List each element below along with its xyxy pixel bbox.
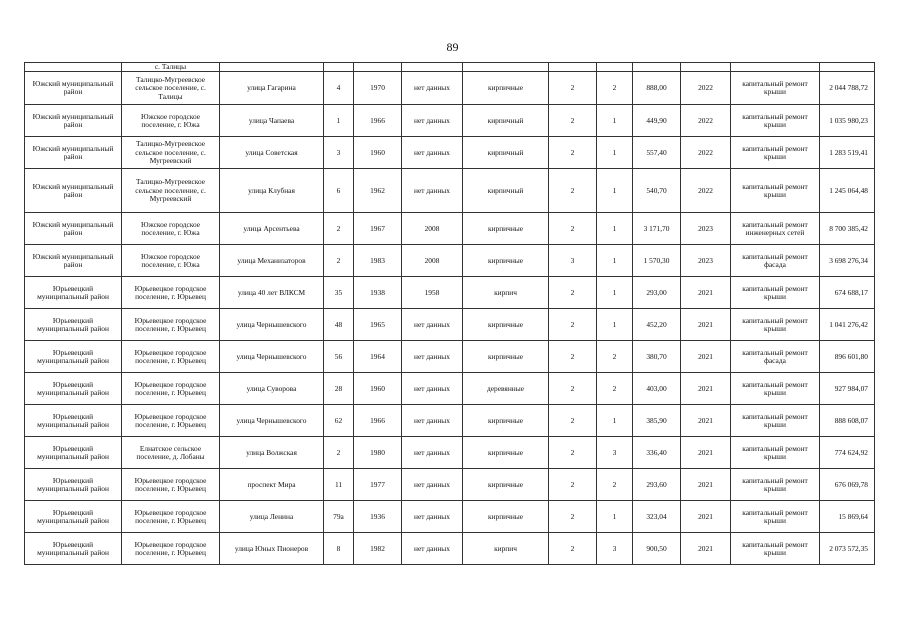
work-type-cell: капитальный ремонт крыши <box>731 72 820 105</box>
plan-year-cell: 2022 <box>681 72 731 105</box>
cost-cell: 774 624,92 <box>820 437 875 469</box>
district-cell: Юрьевецкий муниципальный район <box>25 309 122 341</box>
house-number-cell: 35 <box>324 277 354 309</box>
house-number-cell: 48 <box>324 309 354 341</box>
work-type-cell: капитальный ремонт крыши <box>731 169 820 213</box>
house-number-cell: 3 <box>324 137 354 169</box>
year-built-cell: 1966 <box>354 105 402 137</box>
cost-cell: 1 245 064,48 <box>820 169 875 213</box>
year-built-cell: 1962 <box>354 169 402 213</box>
entrances-cell: 2 <box>597 72 633 105</box>
table-row <box>25 501 875 533</box>
area-cell: 900,50 <box>633 533 681 565</box>
district-cell: Юрьевецкий муниципальный район <box>25 373 122 405</box>
plan-year-cell: 2021 <box>681 405 731 437</box>
entrances-cell: 1 <box>597 501 633 533</box>
cost-cell: 1 041 276,42 <box>820 309 875 341</box>
plan-year-cell: 2023 <box>681 245 731 277</box>
floors-cell: 2 <box>549 137 597 169</box>
year-built-cell: 1965 <box>354 309 402 341</box>
last-repair-cell: нет данных <box>402 373 463 405</box>
floors-cell: 2 <box>549 501 597 533</box>
year-built-cell: 1970 <box>354 72 402 105</box>
work-type-cell: капитальный ремонт крыши <box>731 105 820 137</box>
settlement-cell: Юрьевецкое городское поселение, г. Юрьевец <box>122 405 220 437</box>
cost-cell: 2 073 572,35 <box>820 533 875 565</box>
last-repair-cell: нет данных <box>402 169 463 213</box>
street-cell: улица Клубная <box>220 169 324 213</box>
area-cell: 3 171,70 <box>633 213 681 245</box>
work-type-cell: капитальный ремонт крыши <box>731 437 820 469</box>
entrances-cell: 2 <box>597 341 633 373</box>
district-cell: Южский муниципальный район <box>25 137 122 169</box>
last-repair-cell: нет данных <box>402 501 463 533</box>
plan-year-cell: 2021 <box>681 533 731 565</box>
work-type-cell: капитальный ремонт инженерных сетей <box>731 213 820 245</box>
area-cell: 540,70 <box>633 169 681 213</box>
cost-cell: 927 984,07 <box>820 373 875 405</box>
settlement-cell: с. Талицы <box>122 63 220 72</box>
area-cell: 557,40 <box>633 137 681 169</box>
settlement-cell: Юрьевецкое городское поселение, г. Юрьевец <box>122 469 220 501</box>
wall-material-cell: кирпичные <box>463 341 549 373</box>
floors-cell: 2 <box>549 72 597 105</box>
plan-year-cell: 2021 <box>681 501 731 533</box>
settlement-cell: Юрьевецкое городское поселение, г. Юрьевец <box>122 309 220 341</box>
entrances-cell: 2 <box>597 373 633 405</box>
entrances-cell: 1 <box>597 245 633 277</box>
year-built-cell: 1977 <box>354 469 402 501</box>
house-number-cell: 1 <box>324 105 354 137</box>
district-cell: Юрьевецкий муниципальный район <box>25 469 122 501</box>
last-repair-cell: нет данных <box>402 137 463 169</box>
floors-cell: 2 <box>549 277 597 309</box>
work-type-cell: капитальный ремонт крыши <box>731 277 820 309</box>
housing-repair-table <box>24 62 875 565</box>
floors-cell: 2 <box>549 405 597 437</box>
wall-material-cell: кирпич <box>463 277 549 309</box>
entrances-cell: 2 <box>597 469 633 501</box>
last-repair-cell: нет данных <box>402 105 463 137</box>
wall-material-cell: кирпичные <box>463 213 549 245</box>
work-type-cell: капитальный ремонт крыши <box>731 469 820 501</box>
entrances-cell: 1 <box>597 137 633 169</box>
street-cell: улица Суворова <box>220 373 324 405</box>
area-cell: 385,90 <box>633 405 681 437</box>
year-built-cell: 1980 <box>354 437 402 469</box>
district-cell: Южский муниципальный район <box>25 72 122 105</box>
house-number-cell: 2 <box>324 245 354 277</box>
cost-cell: 15 869,64 <box>820 501 875 533</box>
wall-material-cell: кирпичные <box>463 469 549 501</box>
district-cell: Юрьевецкий муниципальный район <box>25 437 122 469</box>
street-cell: улица Механизаторов <box>220 245 324 277</box>
last-repair-cell: нет данных <box>402 341 463 373</box>
area-cell: 888,00 <box>633 72 681 105</box>
area-cell: 336,40 <box>633 437 681 469</box>
cost-cell: 3 698 276,34 <box>820 245 875 277</box>
entrances-cell: 1 <box>597 105 633 137</box>
district-cell: Юрьевецкий муниципальный район <box>25 501 122 533</box>
house-number-cell: 4 <box>324 72 354 105</box>
house-number-cell: 2 <box>324 437 354 469</box>
settlement-cell: Юрьевецкое городское поселение, г. Юрьевец <box>122 341 220 373</box>
work-type-cell: капитальный ремонт крыши <box>731 137 820 169</box>
floors-cell: 2 <box>549 105 597 137</box>
district-cell: Южский муниципальный район <box>25 105 122 137</box>
street-cell: улица Чернышевского <box>220 405 324 437</box>
settlement-cell: Талицко-Мугреевское сельское поселение, с. Мугреевский <box>122 137 220 169</box>
plan-year-cell: 2022 <box>681 105 731 137</box>
street-cell: улица Ленина <box>220 501 324 533</box>
wall-material-cell: кирпичные <box>463 72 549 105</box>
area-cell: 323,04 <box>633 501 681 533</box>
street-cell: проспект Мира <box>220 469 324 501</box>
wall-material-cell: кирпичные <box>463 309 549 341</box>
plan-year-cell: 2021 <box>681 469 731 501</box>
work-type-cell: капитальный ремонт крыши <box>731 501 820 533</box>
cost-cell: 674 688,17 <box>820 277 875 309</box>
street-cell: улица 40 лет ВЛКСМ <box>220 277 324 309</box>
plan-year-cell: 2022 <box>681 137 731 169</box>
district-cell: Юрьевецкий муниципальный район <box>25 277 122 309</box>
district-cell: Южский муниципальный район <box>25 213 122 245</box>
floors-cell: 2 <box>549 469 597 501</box>
entrances-cell: 1 <box>597 309 633 341</box>
wall-material-cell: кирпичный <box>463 105 549 137</box>
wall-material-cell: кирпичные <box>463 501 549 533</box>
street-cell: улица Юных Пионеров <box>220 533 324 565</box>
house-number-cell: 2 <box>324 213 354 245</box>
entrances-cell: 1 <box>597 169 633 213</box>
settlement-cell: Талицко-Мугреевское сельское поселение, с. Талицы <box>122 72 220 105</box>
year-built-cell: 1936 <box>354 501 402 533</box>
cost-cell: 8 700 385,42 <box>820 213 875 245</box>
wall-material-cell: деревянные <box>463 373 549 405</box>
house-number-cell: 8 <box>324 533 354 565</box>
entrances-cell: 1 <box>597 277 633 309</box>
plan-year-cell: 2021 <box>681 277 731 309</box>
wall-material-cell: кирпичные <box>463 437 549 469</box>
work-type-cell: капитальный ремонт крыши <box>731 309 820 341</box>
year-built-cell: 1960 <box>354 137 402 169</box>
table-row <box>25 277 875 309</box>
area-cell: 293,60 <box>633 469 681 501</box>
wall-material-cell: кирпичные <box>463 245 549 277</box>
street-cell: улица Чернышевского <box>220 341 324 373</box>
street-cell: улица Чапаева <box>220 105 324 137</box>
district-cell: Южский муниципальный район <box>25 169 122 213</box>
settlement-cell: Елнатское сельское поселение, д. Лобаны <box>122 437 220 469</box>
district-cell: Юрьевецкий муниципальный район <box>25 533 122 565</box>
entrances-cell: 1 <box>597 213 633 245</box>
floors-cell: 2 <box>549 169 597 213</box>
wall-material-cell: кирпичный <box>463 137 549 169</box>
wall-material-cell: кирпичный <box>463 169 549 213</box>
table-row <box>25 405 875 437</box>
work-type-cell: капитальный ремонт фасада <box>731 245 820 277</box>
plan-year-cell: 2023 <box>681 213 731 245</box>
last-repair-cell: нет данных <box>402 72 463 105</box>
cost-cell: 1 283 519,41 <box>820 137 875 169</box>
house-number-cell: 56 <box>324 341 354 373</box>
house-number-cell: 62 <box>324 405 354 437</box>
plan-year-cell: 2021 <box>681 373 731 405</box>
district-cell: Юрьевецкий муниципальный район <box>25 341 122 373</box>
table-row <box>25 72 875 105</box>
year-built-cell: 1983 <box>354 245 402 277</box>
floors-cell: 2 <box>549 437 597 469</box>
floors-cell: 2 <box>549 309 597 341</box>
cost-cell: 2 044 788,72 <box>820 72 875 105</box>
table-row <box>25 533 875 565</box>
last-repair-cell: нет данных <box>402 533 463 565</box>
street-cell: улица Волжская <box>220 437 324 469</box>
floors-cell: 2 <box>549 213 597 245</box>
last-repair-cell: 2008 <box>402 213 463 245</box>
table-row <box>25 105 875 137</box>
floors-cell: 3 <box>549 245 597 277</box>
year-built-cell: 1982 <box>354 533 402 565</box>
last-repair-cell: нет данных <box>402 469 463 501</box>
cost-cell: 888 608,07 <box>820 405 875 437</box>
table-row <box>25 137 875 169</box>
wall-material-cell: кирпич <box>463 533 549 565</box>
work-type-cell: капитальный ремонт крыши <box>731 533 820 565</box>
last-repair-cell: 1958 <box>402 277 463 309</box>
house-number-cell: 28 <box>324 373 354 405</box>
area-cell: 1 570,30 <box>633 245 681 277</box>
cost-cell: 1 035 980,23 <box>820 105 875 137</box>
last-repair-cell: нет данных <box>402 437 463 469</box>
street-cell: улица Советская <box>220 137 324 169</box>
settlement-cell: Юрьевецкое городское поселение, г. Юрьевец <box>122 373 220 405</box>
work-type-cell: капитальный ремонт крыши <box>731 373 820 405</box>
house-number-cell: 79а <box>324 501 354 533</box>
year-built-cell: 1960 <box>354 373 402 405</box>
table-row <box>25 341 875 373</box>
table-row <box>25 213 875 245</box>
area-cell: 380,70 <box>633 341 681 373</box>
entrances-cell: 1 <box>597 405 633 437</box>
area-cell: 449,90 <box>633 105 681 137</box>
entrances-cell: 3 <box>597 437 633 469</box>
year-built-cell: 1966 <box>354 405 402 437</box>
street-cell: улица Чернышевского <box>220 309 324 341</box>
work-type-cell: капитальный ремонт крыши <box>731 405 820 437</box>
work-type-cell: капитальный ремонт фасада <box>731 341 820 373</box>
cost-cell: 676 069,78 <box>820 469 875 501</box>
plan-year-cell: 2021 <box>681 437 731 469</box>
cost-cell: 896 601,80 <box>820 341 875 373</box>
street-cell: улица Арсентьева <box>220 213 324 245</box>
last-repair-cell: 2008 <box>402 245 463 277</box>
settlement-cell: Талицко-Мугреевское сельское поселение, с. Мугреевский <box>122 169 220 213</box>
wall-material-cell: кирпичные <box>463 405 549 437</box>
year-built-cell: 1967 <box>354 213 402 245</box>
table-row <box>25 309 875 341</box>
last-repair-cell: нет данных <box>402 309 463 341</box>
table-row <box>25 469 875 501</box>
settlement-cell: Южское городское поселение, г. Южа <box>122 245 220 277</box>
settlement-cell: Юрьевецкое городское поселение, г. Юрьевец <box>122 533 220 565</box>
table-row <box>25 437 875 469</box>
floors-cell: 2 <box>549 533 597 565</box>
table-row-continuation <box>25 63 875 72</box>
last-repair-cell: нет данных <box>402 405 463 437</box>
table-row <box>25 373 875 405</box>
house-number-cell: 11 <box>324 469 354 501</box>
house-number-cell: 6 <box>324 169 354 213</box>
settlement-cell: Южское городское поселение, г. Южа <box>122 105 220 137</box>
area-cell: 403,00 <box>633 373 681 405</box>
settlement-cell: Юрьевецкое городское поселение, г. Юрьевец <box>122 277 220 309</box>
floors-cell: 2 <box>549 373 597 405</box>
plan-year-cell: 2022 <box>681 169 731 213</box>
floors-cell: 2 <box>549 341 597 373</box>
district-cell: Юрьевецкий муниципальный район <box>25 405 122 437</box>
street-cell: улица Гагарина <box>220 72 324 105</box>
area-cell: 293,00 <box>633 277 681 309</box>
entrances-cell: 3 <box>597 533 633 565</box>
settlement-cell: Южское городское поселение, г. Южа <box>122 213 220 245</box>
area-cell: 452,20 <box>633 309 681 341</box>
district-cell: Южский муниципальный район <box>25 245 122 277</box>
page-number: 89 <box>446 40 459 54</box>
plan-year-cell: 2021 <box>681 341 731 373</box>
year-built-cell: 1964 <box>354 341 402 373</box>
settlement-cell: Юрьевецкое городское поселение, г. Юрьевец <box>122 501 220 533</box>
year-built-cell: 1938 <box>354 277 402 309</box>
table-row <box>25 169 875 213</box>
table-row <box>25 245 875 277</box>
plan-year-cell: 2021 <box>681 309 731 341</box>
